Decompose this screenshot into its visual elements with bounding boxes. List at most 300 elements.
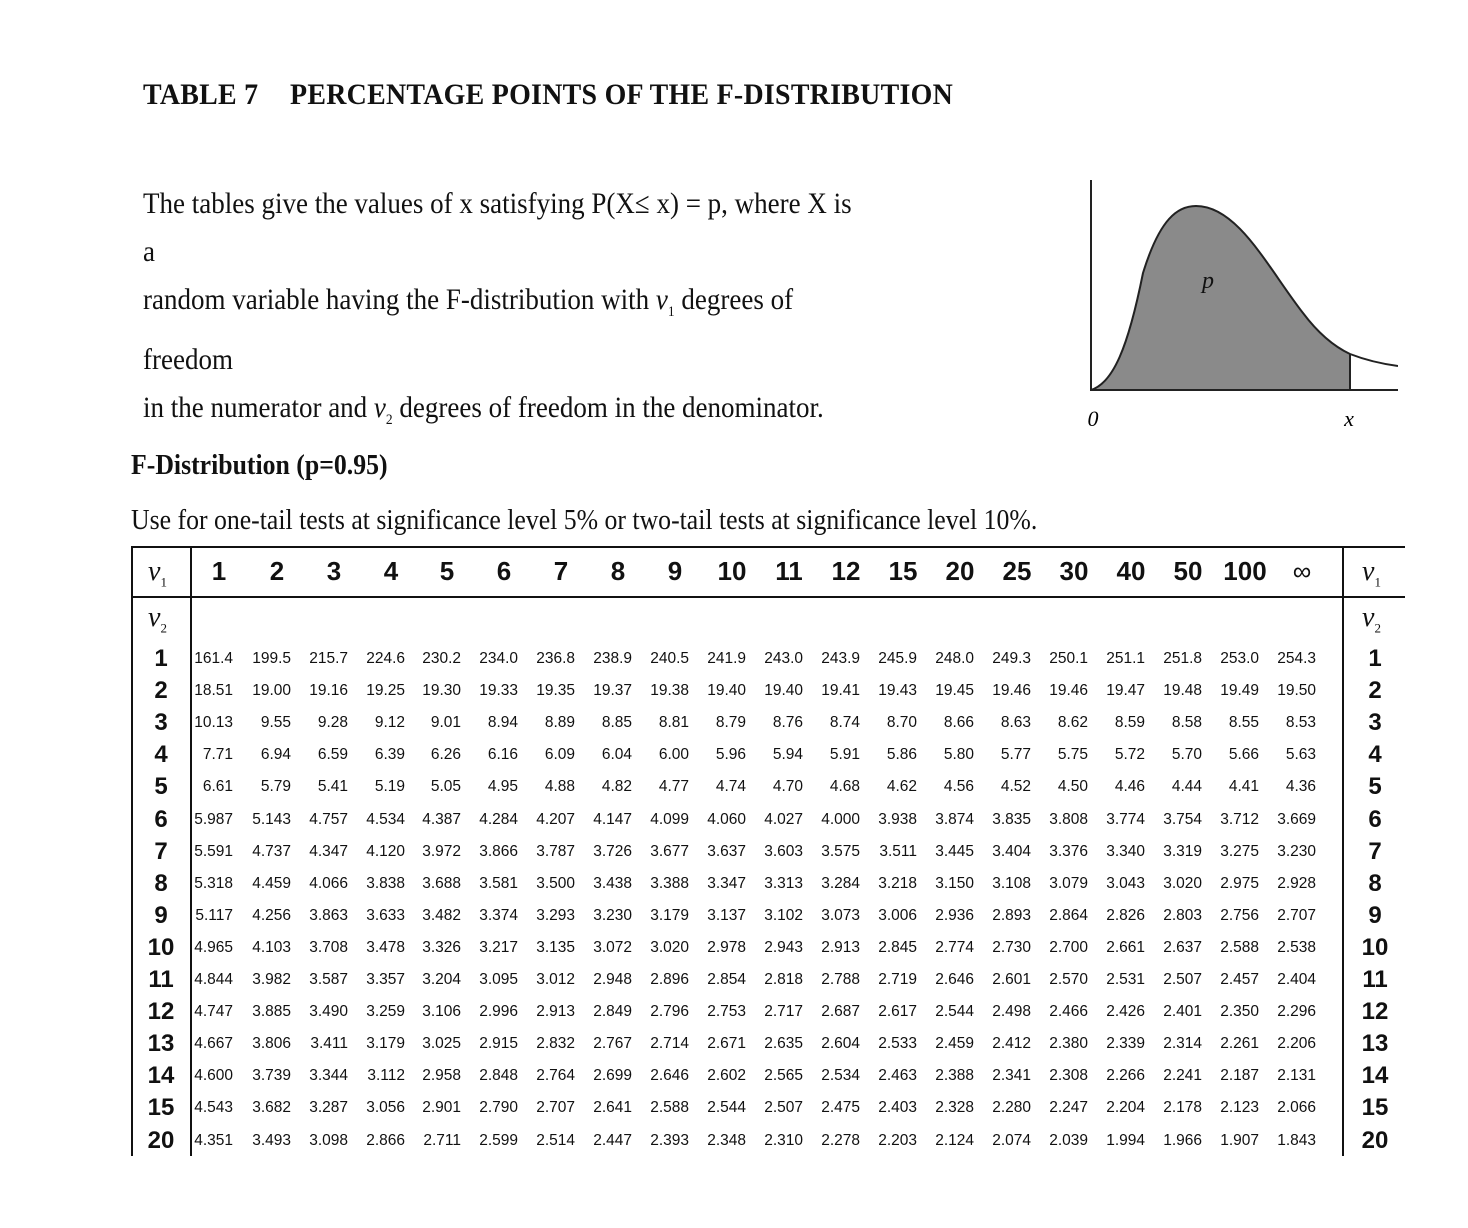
table-cell: 6.26 (430, 746, 461, 764)
table-cell: 3.217 (479, 938, 518, 956)
table-cell: 2.617 (878, 1003, 917, 1021)
table-cell: 2.310 (764, 1131, 803, 1149)
table-cell: 2.565 (764, 1067, 803, 1085)
table-cell: 3.835 (992, 810, 1031, 828)
table-cell: 8.81 (658, 714, 689, 732)
table-cell: 2.447 (593, 1131, 632, 1149)
table-cell: 3.340 (1106, 842, 1145, 860)
table-cell: 4.000 (821, 810, 860, 828)
table-cell: 3.056 (366, 1099, 405, 1117)
table-cell: 2.247 (1049, 1099, 1088, 1117)
row-label-left: 6 (154, 805, 168, 833)
table-cell: 2.206 (1277, 1035, 1316, 1053)
row-label-right: 2 (1368, 677, 1382, 705)
table-cell: 4.44 (1171, 778, 1202, 796)
table-cell: 5.80 (943, 746, 974, 764)
table-cell: 19.49 (1220, 682, 1259, 700)
table-cell: 234.0 (479, 650, 518, 667)
table-cell: 6.94 (260, 746, 291, 764)
table-cell: 2.714 (650, 1035, 689, 1053)
table-cell: 6.16 (487, 746, 518, 764)
table-cell: 2.893 (992, 906, 1031, 924)
row-label-right: 3 (1368, 709, 1382, 737)
table-cell: 2.514 (536, 1131, 575, 1149)
table-cell: 5.318 (194, 874, 233, 892)
table-cell: 10.13 (194, 714, 233, 732)
table-top-rule (131, 546, 1405, 548)
table-cell: 2.848 (479, 1067, 518, 1085)
table-cell: 3.688 (422, 874, 461, 892)
table-cell: 8.79 (715, 714, 746, 732)
table-cell: 19.38 (650, 682, 689, 700)
table-cell: 3.838 (366, 874, 405, 892)
table-cell: 2.507 (1163, 971, 1202, 988)
table-cell: 199.5 (252, 650, 291, 667)
table-cell: 4.600 (194, 1067, 233, 1085)
table-cell: 2.719 (878, 971, 917, 988)
table-cell: 2.280 (992, 1099, 1031, 1117)
row-label-right: 10 (1361, 933, 1389, 961)
table-cell: 2.393 (650, 1131, 689, 1149)
table-cell: 5.41 (317, 778, 348, 796)
table-cell: 2.707 (536, 1099, 575, 1117)
row-label-left: 2 (154, 677, 168, 705)
table-cell: 5.72 (1114, 746, 1145, 764)
row-label-left: 7 (154, 837, 168, 865)
table-cell: 3.179 (650, 906, 689, 924)
table-cell: 5.96 (715, 746, 746, 764)
table-cell: 2.864 (1049, 906, 1088, 924)
table-cell: 3.102 (764, 906, 803, 924)
table-cell: 3.774 (1106, 810, 1145, 828)
table-cell: 3.230 (1277, 842, 1316, 860)
table-cell: 238.9 (593, 650, 632, 667)
table-cell: 4.68 (829, 778, 860, 796)
table-cell: 3.098 (309, 1131, 348, 1149)
table-cell: 4.060 (707, 810, 746, 828)
table-cell: 2.699 (593, 1067, 632, 1085)
table-cell: 2.767 (593, 1035, 632, 1053)
table-cell: 9.01 (430, 714, 461, 732)
nu2-header-right: $\nu_2$ (1362, 602, 1381, 636)
table-cell: 8.76 (772, 714, 803, 732)
table-cell: 5.70 (1171, 746, 1202, 764)
column-header: 9 (667, 556, 683, 586)
table-cell: 2.928 (1277, 874, 1316, 892)
table-cell: 2.774 (935, 938, 974, 956)
table-cell: 3.637 (707, 842, 746, 860)
table-cell: 1.843 (1277, 1131, 1316, 1149)
table-cell: 215.7 (309, 650, 348, 667)
table-cell: 2.635 (764, 1035, 803, 1053)
table-cell: 2.178 (1163, 1099, 1202, 1117)
table-cell: 2.826 (1106, 906, 1145, 924)
table-cell: 2.711 (423, 1131, 461, 1149)
table-cell: 2.401 (1163, 1003, 1202, 1021)
intro-text (143, 180, 863, 444)
table-cell: 5.987 (194, 810, 233, 828)
table-cell: 2.131 (1277, 1067, 1316, 1085)
table-cell: 4.82 (601, 778, 632, 796)
table-cell: 2.913 (536, 1003, 575, 1021)
row-label-right: 20 (1361, 1126, 1389, 1154)
table-cell: 4.459 (252, 874, 291, 892)
table-cell: 230.2 (422, 650, 461, 667)
table-cell: 2.943 (764, 938, 803, 956)
table-cell: 19.47 (1106, 682, 1145, 700)
table-cell: 3.445 (935, 842, 974, 860)
table-cell: 3.866 (479, 842, 518, 860)
p-label: p (1202, 268, 1214, 294)
table-cell: 2.845 (878, 938, 917, 956)
nu1-header-left: $\nu_1$ (148, 556, 167, 590)
table-cell: 224.6 (366, 650, 405, 667)
table-cell: 3.500 (536, 874, 575, 892)
table-cell: 5.79 (260, 778, 291, 796)
table-cell: 2.854 (707, 971, 746, 988)
table-cell: 5.77 (1000, 746, 1031, 764)
row-label-left: 4 (154, 741, 168, 769)
column-header: 25 (1002, 556, 1032, 586)
table-cell: 4.74 (715, 778, 746, 796)
table-cell: 6.04 (601, 746, 632, 764)
f-distribution-curve-figure (1068, 178, 1398, 438)
row-label-right: 9 (1368, 901, 1382, 929)
table-cell: 2.426 (1106, 1003, 1145, 1021)
table-cell: 2.866 (366, 1131, 405, 1149)
table-cell: 3.669 (1277, 810, 1316, 828)
row-label-right: 11 (1362, 966, 1388, 993)
table-cell: 3.204 (422, 971, 461, 988)
row-label-left: 14 (147, 1062, 175, 1090)
table-cell: 2.348 (707, 1131, 746, 1149)
table-cell: 5.117 (195, 906, 233, 924)
table-cell: 2.204 (1106, 1099, 1145, 1117)
table-cell: 3.020 (1163, 874, 1202, 892)
table-cell: 2.730 (992, 938, 1031, 956)
table-cell: 4.387 (422, 810, 461, 828)
table-cell: 2.261 (1220, 1035, 1259, 1053)
table-cell: 4.284 (479, 810, 518, 828)
row-label-left: 15 (147, 1094, 175, 1122)
table-cell: 3.754 (1163, 810, 1202, 828)
table-cell: 4.737 (252, 842, 291, 860)
table-cell: 3.326 (422, 938, 461, 956)
table-cell: 3.885 (252, 1003, 291, 1021)
table-cell: 5.86 (886, 746, 917, 764)
table-cell: 6.61 (202, 778, 233, 796)
table-cell: 4.757 (309, 810, 348, 828)
table-cell: 5.66 (1228, 746, 1259, 764)
table-cell: 2.533 (878, 1035, 917, 1053)
table-cell: 2.534 (821, 1067, 860, 1085)
table-cell: 4.256 (252, 906, 291, 924)
column-header: 4 (383, 556, 399, 586)
table-cell: 8.53 (1285, 714, 1316, 732)
table-cell: 3.376 (1049, 842, 1088, 860)
table-cell: 4.099 (650, 810, 689, 828)
table-cell: 9.28 (317, 714, 348, 732)
table-cell: 19.50 (1277, 682, 1316, 700)
column-header: 7 (553, 556, 569, 586)
table-cell: 4.36 (1285, 778, 1316, 796)
table-cell: 2.187 (1220, 1067, 1259, 1085)
table-cell: 2.818 (764, 971, 803, 988)
column-header: 10 (717, 556, 747, 586)
row-label-left: 11 (148, 966, 174, 993)
table-cell: 3.482 (422, 906, 461, 924)
table-cell: 4.844 (194, 971, 233, 988)
table-cell: 161.4 (194, 650, 233, 667)
table-cell: 3.411 (310, 1035, 348, 1053)
table-cell: 3.581 (479, 874, 518, 892)
table-cell: 3.708 (309, 938, 348, 956)
row-label-left: 1 (154, 645, 168, 672)
table-cell: 2.599 (479, 1131, 518, 1149)
table-cell: 2.646 (935, 971, 974, 988)
row-label-right: 6 (1368, 805, 1382, 833)
table-cell: 2.978 (707, 938, 746, 956)
table-cell: 8.66 (943, 714, 974, 732)
table-cell: 250.1 (1049, 650, 1088, 667)
table-cell: 4.207 (536, 810, 575, 828)
table-cell: 2.124 (935, 1131, 974, 1149)
table-cell: 2.466 (1049, 1003, 1088, 1021)
table-cell: 2.588 (650, 1099, 689, 1117)
table-cell: 3.357 (366, 971, 405, 988)
column-header: 5 (439, 556, 455, 586)
table-cell: 236.8 (536, 650, 575, 667)
table-cell: 1.907 (1220, 1131, 1259, 1149)
row-label-right: 1 (1368, 645, 1382, 672)
table-cell: 2.507 (764, 1099, 803, 1117)
table-cell: 2.915 (479, 1035, 518, 1053)
table-cell: 2.066 (1277, 1099, 1316, 1117)
table-cell: 2.412 (992, 1035, 1031, 1053)
table-cell: 8.58 (1171, 714, 1202, 732)
table-cell: 3.230 (593, 906, 632, 924)
table-cell: 8.59 (1114, 714, 1145, 732)
table-cell: 7.71 (202, 746, 233, 764)
table-cell: 2.328 (935, 1099, 974, 1117)
table-cell: 8.85 (601, 714, 632, 732)
table-cell: 2.896 (650, 971, 689, 988)
row-label-right: 12 (1361, 998, 1389, 1026)
table-cell: 4.543 (194, 1099, 233, 1117)
table-cell: 2.641 (593, 1099, 632, 1117)
row-label-right: 5 (1368, 773, 1382, 801)
table-cell: 2.753 (707, 1003, 746, 1021)
shaded-probability-area (1091, 206, 1350, 390)
table-cell: 5.94 (772, 746, 803, 764)
table-cell: 1.994 (1106, 1131, 1145, 1149)
table-cell: 2.588 (1220, 938, 1259, 956)
table-title-text: PERCENTAGE POINTS OF THE F-DISTRIBUTION (290, 78, 954, 111)
table-cell: 6.00 (658, 746, 689, 764)
table-cell: 2.958 (422, 1067, 461, 1085)
table-cell: 243.9 (821, 650, 860, 667)
table-cell: 3.319 (1163, 842, 1202, 860)
table-cell: 19.35 (536, 682, 575, 700)
table-cell: 2.764 (536, 1067, 575, 1085)
table-cell: 3.633 (366, 906, 405, 924)
table-cell: 4.147 (593, 810, 632, 828)
table-cell: 2.700 (1049, 938, 1088, 956)
table-cell: 3.344 (309, 1067, 348, 1085)
table-cell: 9.12 (374, 714, 405, 732)
table-cell: 19.25 (366, 682, 405, 700)
table-cell: 4.347 (309, 842, 348, 860)
table-cell: 3.493 (252, 1131, 291, 1149)
table-cell: 2.790 (479, 1099, 518, 1117)
table-cell: 2.671 (707, 1035, 746, 1053)
table-cell: 2.123 (1220, 1099, 1259, 1117)
column-header: 30 (1059, 556, 1089, 586)
table-cell: 4.965 (194, 938, 233, 956)
table-cell: 8.74 (829, 714, 860, 732)
table-cell: 19.46 (992, 682, 1031, 700)
table-cell: 19.33 (479, 682, 518, 700)
table-cell: 8.63 (1000, 714, 1031, 732)
row-label-left: 8 (154, 869, 168, 897)
table-cell: 9.55 (260, 714, 291, 732)
table-cell: 248.0 (935, 650, 974, 667)
table-cell: 2.707 (1277, 906, 1316, 924)
table-cell: 19.48 (1163, 682, 1202, 700)
table-cell: 3.603 (764, 842, 803, 860)
intro-line-2: random variable having the F-distribution with $\nu_1$ degrees of freedom (143, 283, 794, 376)
table-cell: 2.661 (1106, 938, 1145, 956)
table-cell: 2.687 (821, 1003, 860, 1021)
table-cell: 3.073 (821, 906, 860, 924)
table-cell: 3.490 (309, 1003, 348, 1021)
table-cell: 2.403 (878, 1099, 917, 1117)
table-cell: 240.5 (650, 650, 689, 667)
table-cell: 8.62 (1057, 714, 1088, 732)
table-cell: 5.591 (194, 842, 233, 860)
table-cell: 2.457 (1220, 971, 1259, 988)
table-cell: 18.51 (194, 682, 233, 700)
row-label-right: 8 (1368, 869, 1382, 897)
table-cell: 3.112 (367, 1067, 405, 1085)
table-cell: 2.803 (1163, 906, 1202, 924)
table-cell: 2.459 (935, 1035, 974, 1053)
table-cell: 4.95 (487, 778, 518, 796)
table-cell: 2.913 (821, 938, 860, 956)
table-cell: 2.538 (1277, 938, 1316, 956)
table-cell: 3.575 (821, 842, 860, 860)
table-cell: 2.308 (1049, 1067, 1088, 1085)
table-cell: 8.89 (544, 714, 575, 732)
column-header: 2 (269, 556, 285, 586)
table-cell: 3.106 (422, 1003, 461, 1021)
table-cell: 3.137 (707, 906, 746, 924)
table-cell: 3.787 (536, 842, 575, 860)
table-cell: 241.9 (707, 650, 746, 667)
table-cell: 2.241 (1163, 1067, 1202, 1085)
table-cell: 5.75 (1057, 746, 1088, 764)
table-cell: 3.347 (707, 874, 746, 892)
table-cell: 4.77 (658, 778, 689, 796)
nu2-header-left: $\nu_2$ (148, 602, 167, 636)
table-cell: 2.717 (764, 1003, 803, 1021)
column-header: 6 (496, 556, 512, 586)
table-cell: 2.570 (1049, 971, 1088, 988)
table-cell: 3.293 (536, 906, 575, 924)
table-cell: 3.739 (252, 1067, 291, 1085)
table-cell: 4.46 (1114, 778, 1145, 796)
table-cell: 19.45 (935, 682, 974, 700)
table-cell: 249.3 (992, 650, 1031, 667)
table-cell: 243.0 (764, 650, 803, 667)
column-header: 100 (1223, 556, 1267, 586)
column-header: 50 (1173, 556, 1203, 586)
table-cell: 4.534 (366, 810, 405, 828)
table-cell: 3.006 (878, 906, 917, 924)
table-cell: 3.682 (252, 1099, 291, 1117)
table-cell: 2.756 (1220, 906, 1259, 924)
table-cell: 4.351 (194, 1131, 233, 1149)
table-cell: 3.712 (1220, 810, 1259, 828)
table-cell: 4.52 (1000, 778, 1031, 796)
table-cell: 4.120 (366, 842, 405, 860)
table-cell: 2.039 (1049, 1131, 1088, 1149)
table-cell: 4.027 (764, 810, 803, 828)
table-cell: 4.066 (309, 874, 348, 892)
table-cell: 4.41 (1228, 778, 1259, 796)
table-title (143, 78, 953, 112)
table-cell: 4.88 (544, 778, 575, 796)
table-cell: 3.259 (366, 1003, 405, 1021)
table-cell: 2.314 (1163, 1035, 1202, 1053)
column-header: 40 (1116, 556, 1146, 586)
column-header: 20 (945, 556, 975, 586)
table-cell: 5.143 (252, 810, 291, 828)
table-cell: 8.55 (1228, 714, 1259, 732)
table-cell: 3.511 (879, 842, 917, 860)
table-cell: 1.966 (1163, 1131, 1202, 1149)
table-cell: 3.020 (650, 938, 689, 956)
row-label-left: 9 (154, 901, 168, 929)
table-cell: 2.832 (536, 1035, 575, 1053)
table-cell: 19.46 (1049, 682, 1088, 700)
table-cell: 3.275 (1220, 842, 1259, 860)
table-cell: 251.8 (1163, 650, 1202, 667)
column-header: 11 (775, 556, 803, 586)
table-cell: 2.341 (992, 1067, 1031, 1085)
table-cell: 6.59 (317, 746, 348, 764)
table-cell: 2.604 (821, 1035, 860, 1053)
table-cell: 2.350 (1220, 1003, 1259, 1021)
table-cell: 3.438 (593, 874, 632, 892)
table-cell: 4.747 (194, 1003, 233, 1021)
table-cell: 3.874 (935, 810, 974, 828)
table-cell: 8.94 (487, 714, 518, 732)
table-cell: 2.531 (1106, 971, 1145, 988)
table-cell: 3.287 (309, 1099, 348, 1117)
table-cell: 2.266 (1106, 1067, 1145, 1085)
row-label-right: 15 (1361, 1094, 1389, 1122)
table-cell: 5.91 (829, 746, 860, 764)
column-header: 15 (888, 556, 918, 586)
intro-line-3: in the numerator and $\nu_2$ degrees of freedom in the denominator. (143, 391, 824, 428)
table-cell: 2.996 (479, 1003, 518, 1021)
table-cell: 2.498 (992, 1003, 1031, 1021)
table-cell: 3.938 (878, 810, 917, 828)
distribution-heading: F-Distribution (p=0.95) (131, 450, 388, 481)
intro-line-1: The tables give the values of x satisfying P(X≤ x) = p, where X is a (143, 187, 852, 268)
origin-label: 0 (1087, 406, 1099, 431)
